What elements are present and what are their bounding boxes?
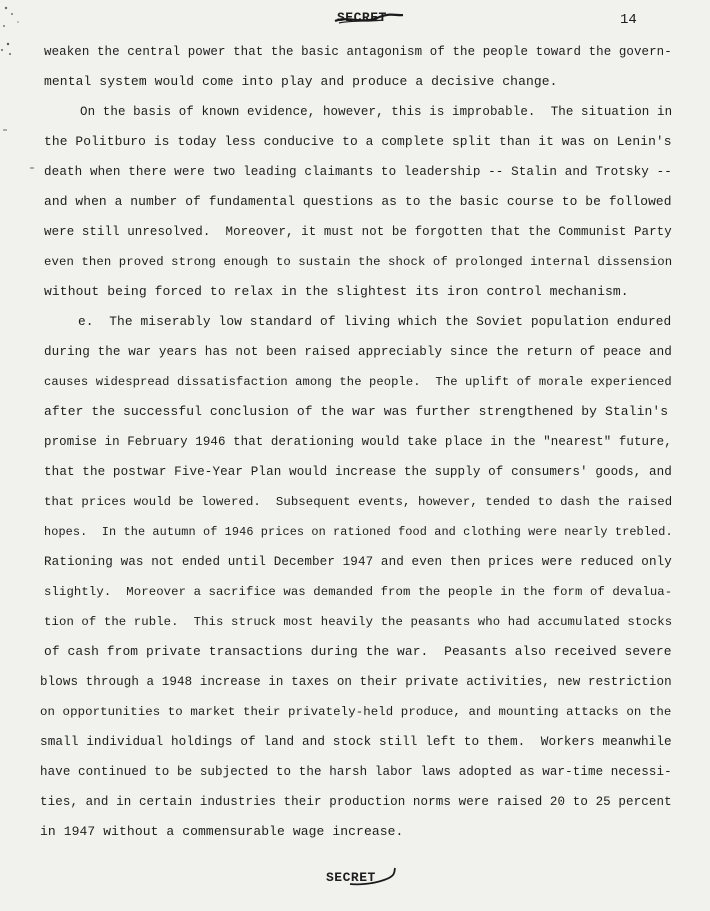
text-line: hopes. In the autumn of 1946 prices on rationed food and clothing were nearly trebled.: [44, 525, 673, 539]
footer-classification: [326, 870, 376, 885]
footer-scribble: [348, 866, 396, 890]
text-line: ties, and in certain industries their production norms were raised 20 to 25 percent: [40, 795, 672, 809]
text-line: e. The miserably low standard of living which the Soviet population endured: [78, 314, 672, 329]
strike-scribble: [333, 12, 405, 26]
header-classification-text: SECRET: [337, 10, 387, 25]
text-line: have continued to be subjected to the harsh labor laws adopted as war-time necessi-: [40, 765, 672, 779]
text-line: without being forced to relax in the slightest its iron control mechanism.: [44, 284, 629, 299]
text-line: and when a number of fundamental questions as to the basic course to be followed: [44, 194, 672, 209]
text-line: tion of the ruble. This struck most heavily the peasants who had accumulated stocks: [44, 615, 673, 629]
text-line: on opportunities to market their privately-held produce, and mounting attacks on the: [40, 705, 672, 719]
text-line: weaken the central power that the basic antagonism of the people toward the govern-: [44, 45, 672, 59]
text-line: small individual holdings of land and stock still left to them. Workers meanwhile: [40, 734, 672, 749]
page-number: 14: [620, 12, 637, 28]
text-line: even then proved strong enough to sustain the shock of prolonged internal dissension: [44, 255, 673, 269]
text-line: Rationing was not ended until December 1947 and even then prices were reduced only: [44, 555, 672, 569]
text-line: that prices would be lowered. Subsequent events, however, tended to dash the raised: [44, 495, 673, 509]
text-line: On the basis of known evidence, however, this is improbable. The situation in: [80, 105, 673, 119]
text-line: slightly. Moreover a sacrifice was demanded from the people in the form of devalua-: [44, 585, 673, 599]
text-line: in 1947 without a commensurable wage increase.: [40, 824, 404, 839]
text-line: were still unresolved. Moreover, it must not be forgotten that the Communist Party: [44, 225, 672, 239]
text-line: death when there were two leading claimants to leadership -- Stalin and Trotsky --: [44, 165, 672, 179]
text-line: promise in February 1946 that derationing would take place in the "nearest" future,: [44, 435, 672, 449]
text-line: after the successful conclusion of the war was further strengthened by Stalin's: [44, 404, 669, 419]
footer-classification-text: SECRET: [326, 870, 376, 885]
text-line: the Politburo is today less conducive to a complete split than it was on Lenin's: [44, 134, 672, 149]
text-line: mental system would come into play and produce a decisive change.: [44, 74, 558, 89]
header-classification: [337, 10, 387, 25]
text-line: of cash from private transactions during the war. Peasants also received severe: [44, 644, 672, 659]
text-line: causes widespread dissatisfaction among the people. The uplift of morale experienced: [44, 375, 672, 389]
text-line: that the postwar Five-Year Plan would increase the supply of consumers' goods, and: [44, 465, 672, 479]
text-line: blows through a 1948 increase in taxes on their private activities, new restriction: [40, 675, 672, 689]
text-line: during the war years has not been raised appreciably since the return of peace and: [44, 345, 672, 359]
margin-marks: [0, 0, 40, 200]
